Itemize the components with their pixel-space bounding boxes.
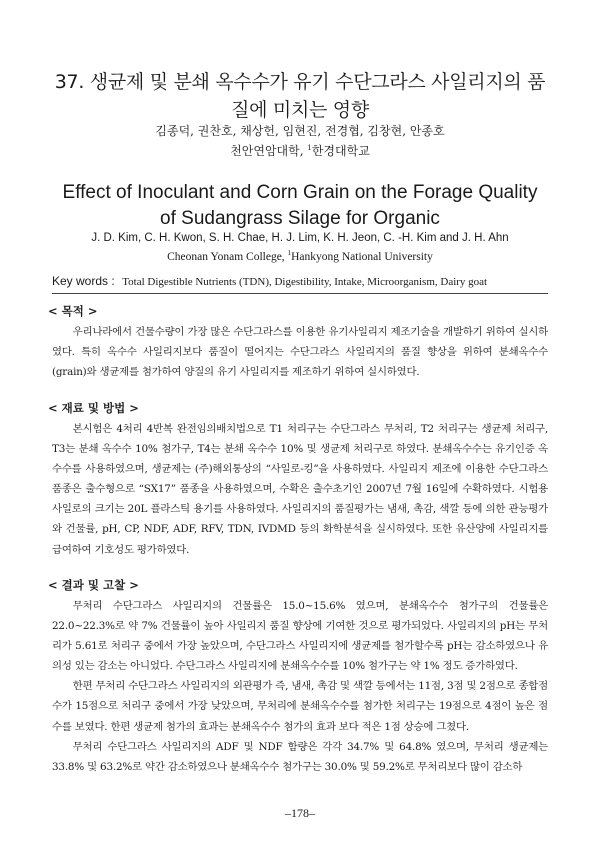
english-affiliation-main: Cheonan Yonam College, (167, 251, 288, 263)
english-author-list: J. D. Kim, C. H. Kwon, S. H. Chae, H. J. Lim, K. H. Jeon, C. -H. Kim (91, 232, 437, 244)
korean-affiliation-main: 천안연암대학, (230, 144, 308, 158)
paragraph: 한편 무처리 수단그라스 사일리지의 외관평가 즉, 냄새, 촉감 및 색깔 등에서는 11점, 3점 및 2점으로 종합점수가 15점으로 처리구 중에서 가장 낮았으며, 무처리에 분쇄옥수수를 첨가한 처리구는 19점으로 4점이 높은 점수를 보였다. 한편 생균제 첨가의 효과는 분쇄옥수수 첨가의 효과 보다 적은 1점 상승에 그쳤다. (52, 680, 548, 733)
keywords-label: Key words : (52, 274, 115, 288)
korean-title: 37. 생균제 및 분쇄 옥수수가 유기 수단그라스 사일리지의 품질에 미치는 영향 (54, 71, 546, 121)
keywords-text: Total Digestible Nutrients (TDN), Digestibility, Intake, Microorganism, Dairy goat (122, 276, 488, 288)
english-author-tail: and J. H. Ahn (436, 232, 509, 244)
korean-affiliation-second: 한경대학교 (311, 144, 370, 158)
affiliation-superscript: 1 (307, 144, 312, 152)
paragraph: 우리나라에서 건물수량이 가장 많은 수단그라스를 이용한 유기사일리지 제조기술을 개발하기 위하여 실시하였다. 특히 옥수수 사일리지보다 품질이 떨어지는 수단그라스 사일리지의 품질 향상을 위하여 분쇄옥수수 (grain)와 생균제를 첨가하여 양질의 유기 사일리지를 제조하기 위하여 실시하였다. (52, 326, 548, 379)
divider-line (52, 293, 548, 294)
section-heading-purpose: < 목적 > (48, 304, 98, 318)
english-title: Effect of Inoculant and Corn Grain on the Forage Quality of Sudangrass Silage for Organic (62, 182, 538, 229)
paragraph: 무처리 수단그라스 사일리지의 건물률은 15.0~15.6% 였으며, 분쇄옥수수 첨가구의 건물률은 22.0~22.3%로 약 7% 건물률이 높아 사일리지 품질 향상에 기여한 것으로 평가되었다. 사일리지의 pH는 무처리가 5.61로 처리구 중에서 가장 높았으며, 수단그라스 사일리지에 생균제를 첨가할수록 pH는 감소하였으나 유의성 있는 감소는 아니었다. 수단그라스 사일리지에 분쇄옥수수를 10% 첨가구는 약 1% 정도 증가하였다. (52, 600, 548, 673)
korean-authors (52, 123, 548, 139)
english-affiliation-second: Hankyong National University (291, 251, 433, 263)
keywords-line (52, 274, 548, 289)
paragraph: 무처리 수단그라스 사일리지의 ADF 및 NDF 함량은 각각 34.7% 및 64.8% 였으며, 무처리 생균제는 33.8% 및 63.2%로 약간 감소하였으나 분쇄옥수수 첨가구는 30.0% 및 59.2%로 무처리보다 많이 감소하 (52, 740, 548, 773)
section-methods (48, 400, 548, 560)
affiliation-superscript: 1 (287, 249, 292, 257)
section-results (48, 577, 548, 777)
paragraph: 본시험은 4처리 4반복 완전임의배치법으로 T1 처리구는 수단그라스 무처리, T2 처리구는 생균제 처리구, T3는 분쇄 옥수수 10% 첨가구, T4는 분쇄 옥수수 10% 및 생균제 처리구로 하였다. 분쇄옥수수는 유기인증 옥수수를 사용하였으며, 생균제는 (주)해외통상의 “사일로-킹”을 사용하였다. 사일리지 제조에 이용한 수단그라스 품종은 출수형으로 “SX17” 품종을 사용하였으며, 수확은 출수초기인 2007년 7월 16일에 수확하였다. 시험용 사일로의 크기는 20L 플라스틱 용기를 사용하였다. 사일리지의 품질평가는 냄새, 촉감, 색깔 등에 의한 관능평가와 건물률, pH, CP, NDF, ADF, RFV, TDN, IVDMD 등의 화학분석을 실시하였다. 또한 유산양에 사일리지를 급여하여 기호성도 평가하였다. (52, 423, 548, 556)
korean-author-list: 김종덕, 권찬호, 채상헌, 임현진, 전경협, 김창현, 안종호 (155, 124, 445, 138)
section-heading-results: < 결과 및 고찰 > (48, 578, 139, 592)
korean-affiliations (52, 143, 548, 159)
english-affiliations (52, 249, 548, 265)
section-heading-methods: < 재료 및 방법 > (48, 401, 139, 415)
page-number: –178– (285, 806, 315, 820)
section-purpose (48, 303, 548, 382)
english-authors (52, 230, 548, 246)
